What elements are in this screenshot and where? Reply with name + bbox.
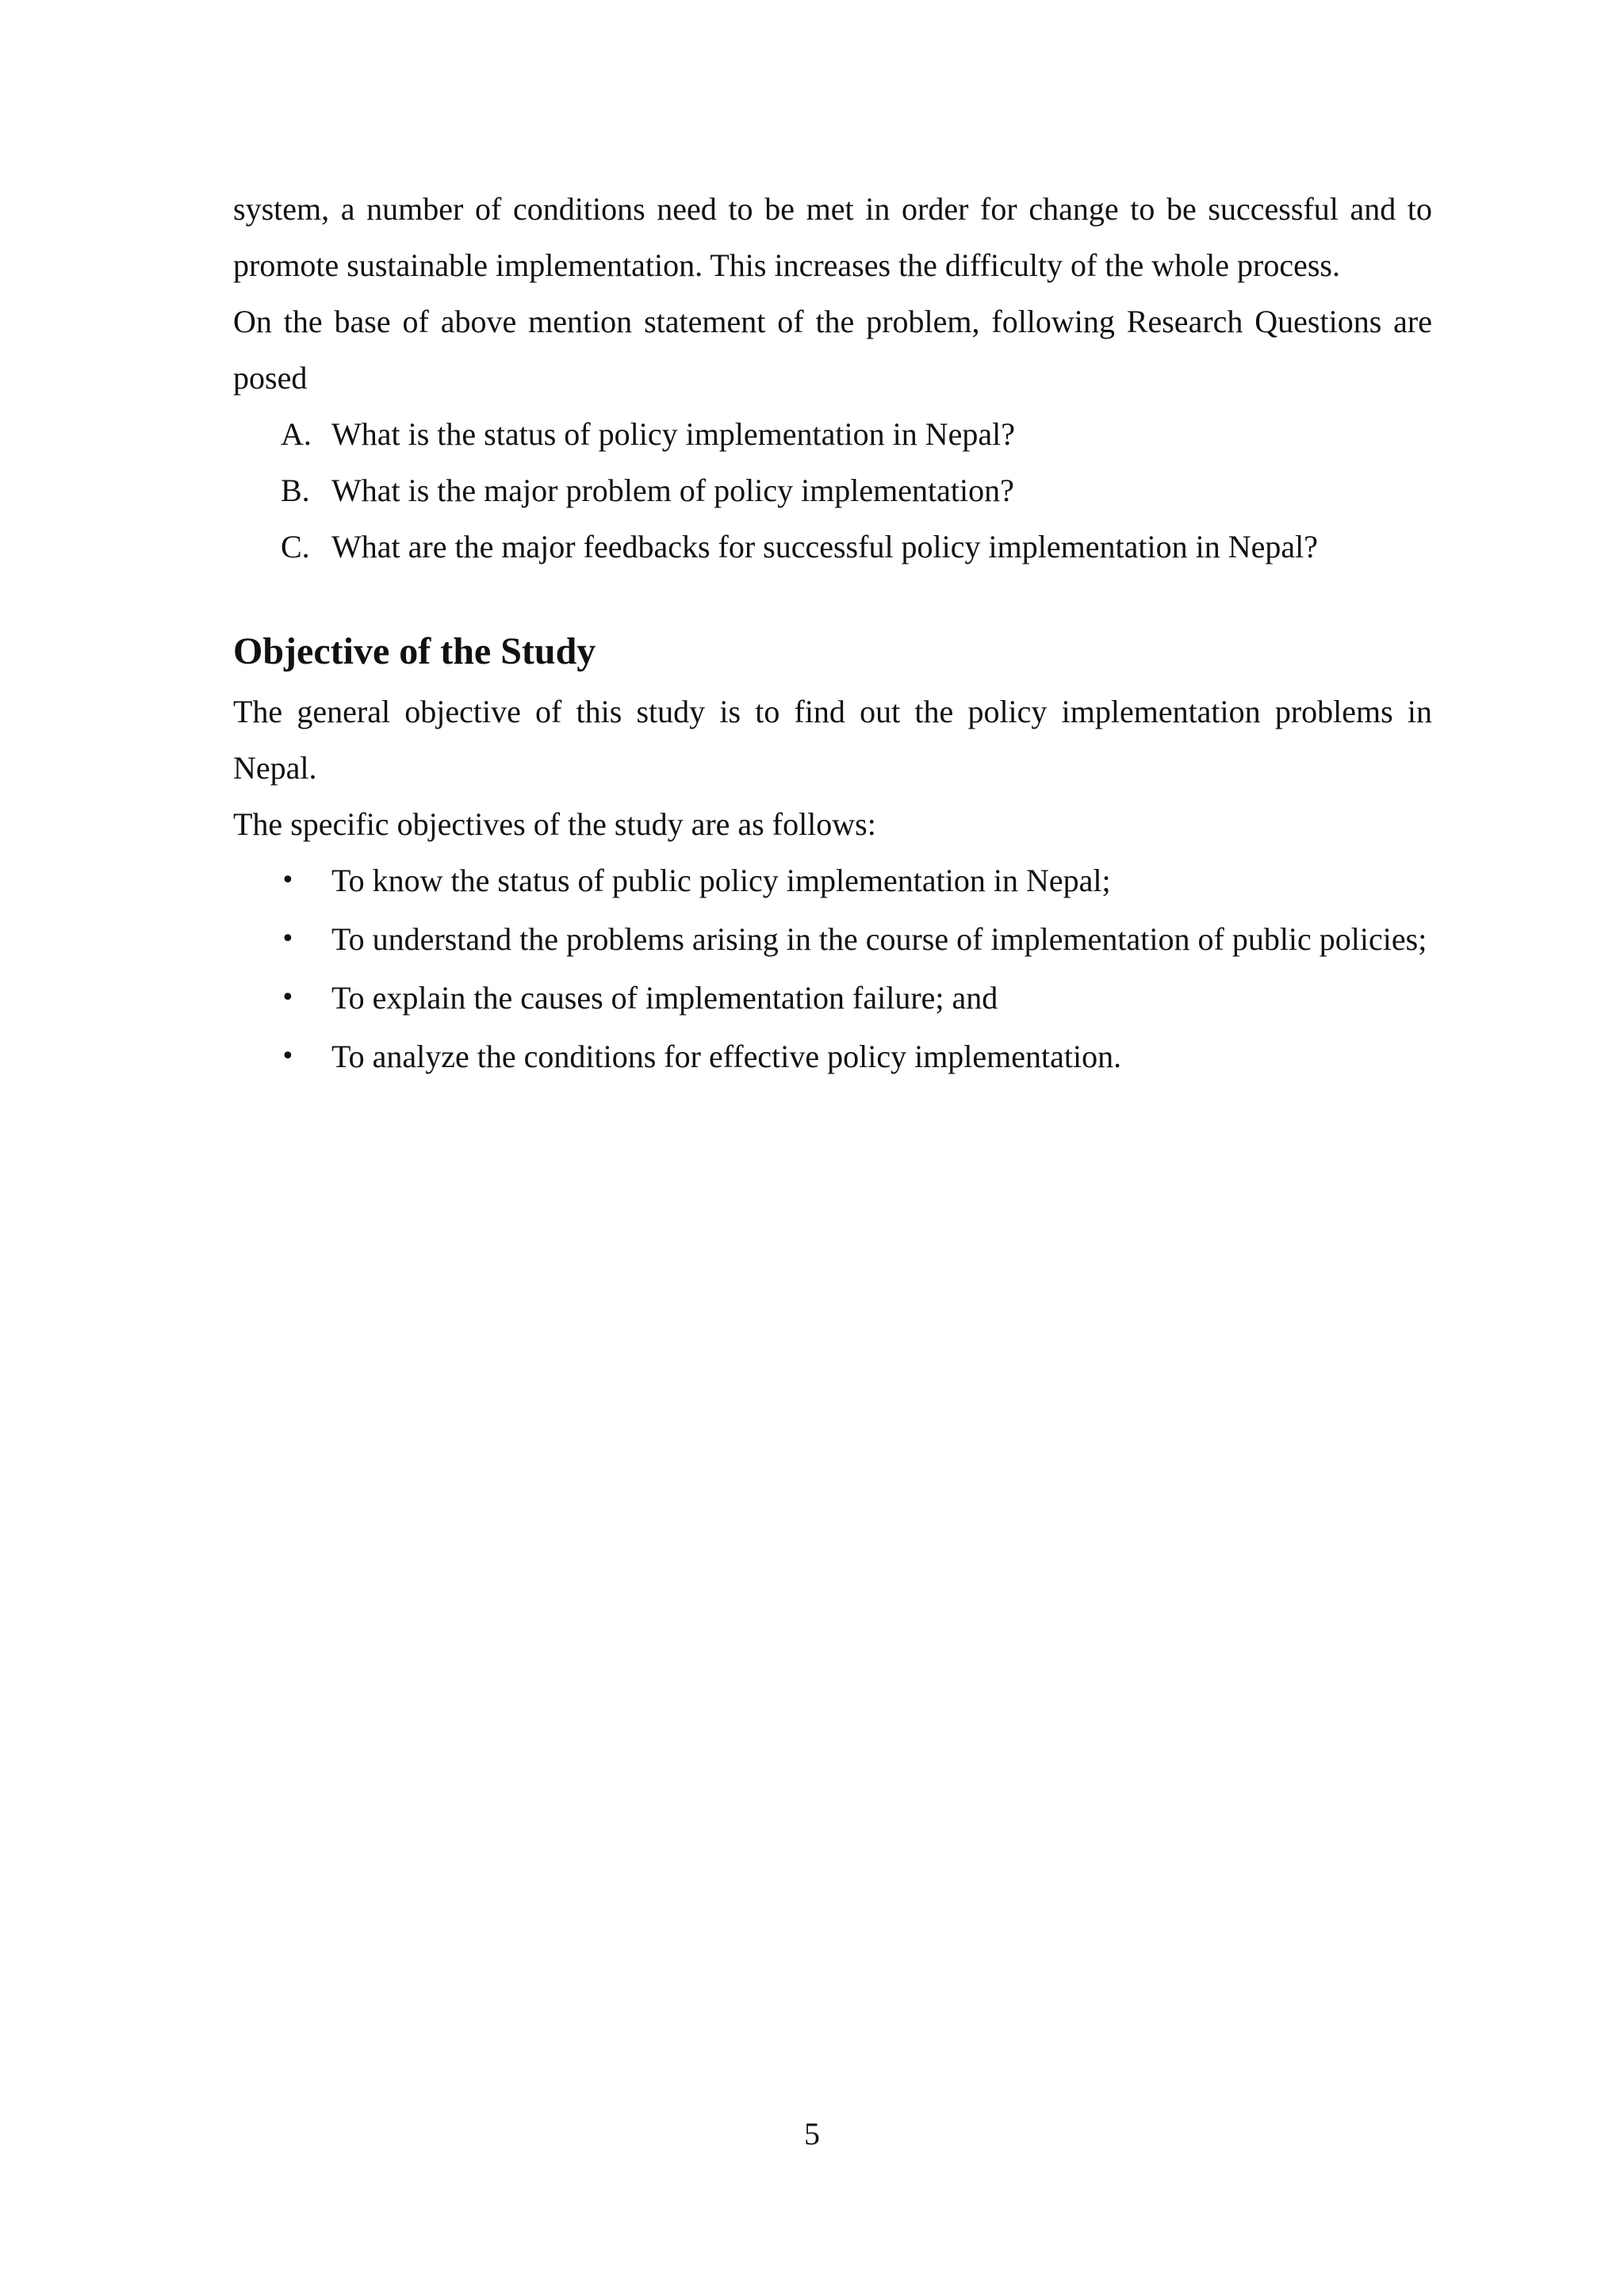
bullet-icon: • [281,1043,295,1070]
page-number: 5 [804,2116,820,2152]
objective-item [233,970,1432,1026]
research-question-text: What is the major problem of policy implementation? [331,473,1014,508]
objective-text: To explain the causes of implementation failure; and [331,980,998,1016]
specific-objectives-intro: The specific objectives of the study are as follows: [233,806,876,842]
list-marker: C. [281,529,310,564]
research-question-item [233,519,1432,575]
section-heading: Objective of the Study [233,630,596,672]
list-marker: A. [281,416,312,452]
research-question-text: What is the status of policy implementation in Nepal? [331,416,1016,452]
objective-text: To know the status of public policy implementation in Nepal; [331,863,1111,898]
research-questions-lead-in: On the base of above mention statement of the problem, following Research Questions are posed [233,304,1432,396]
objective-text: To analyze the conditions for effective policy implementation. [331,1039,1122,1074]
research-question-text: What are the major feedbacks for successful policy implementation in Nepal? [331,529,1318,564]
general-objective-paragraph: The general objective of this study is to find out the policy implementation problems in Nepal. [233,694,1432,786]
specific-objectives-list [233,852,1432,1085]
research-question-item [233,406,1432,462]
objective-text: To understand the problems arising in the course of implementation of public policies; [331,921,1427,957]
objective-item [233,852,1432,909]
research-questions-list [233,406,1432,575]
page-body [233,181,1432,1087]
bullet-icon: • [281,984,295,1012]
research-question-item [233,462,1432,519]
objective-item [233,1028,1432,1085]
objective-item [233,911,1432,967]
bullet-icon: • [281,925,295,953]
bullet-icon: • [281,867,295,894]
continuation-paragraph: system, a number of conditions need to be met in order for change to be successful and to promote sustainable implementation. This increases the difficulty of the whole process. [233,191,1432,283]
list-marker: B. [281,473,310,508]
